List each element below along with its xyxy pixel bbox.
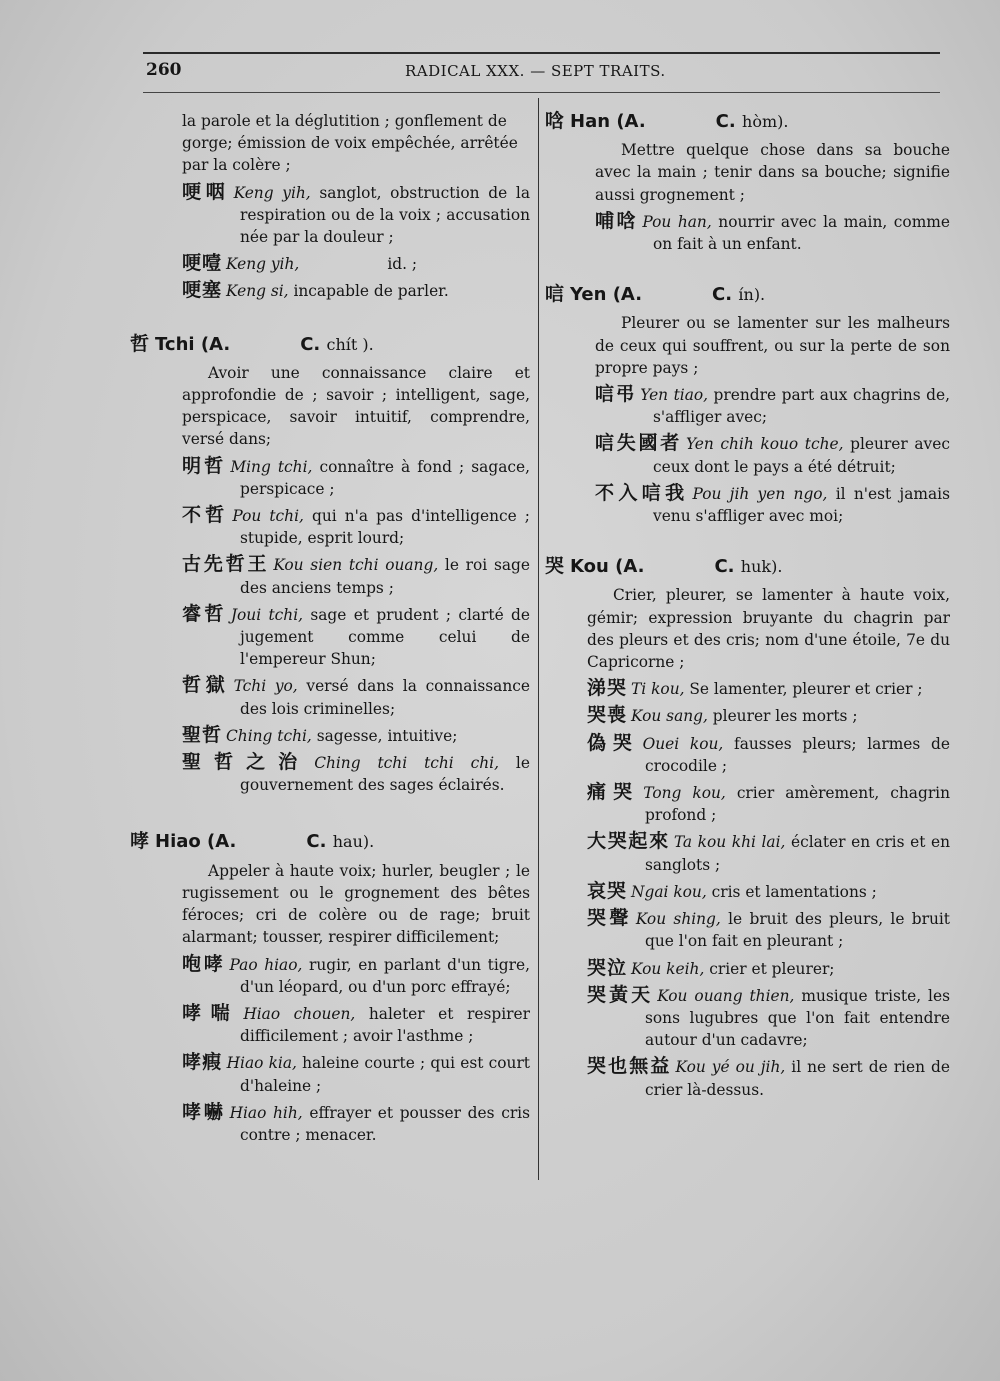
sub-entry-chars: 涕哭 bbox=[587, 677, 628, 700]
sub-entry-text: pleurer les morts ; bbox=[707, 707, 858, 726]
sub-entry-romanization: Kou sang, bbox=[631, 707, 708, 726]
sub-entry-text: éclater en cris et en sanglots ; bbox=[645, 833, 950, 874]
entry-body-han bbox=[545, 139, 950, 255]
sub-entry-chars: 哭喪 bbox=[587, 704, 628, 727]
sub-entry-romanization: Keng yih, bbox=[226, 255, 300, 274]
sub-entry bbox=[595, 383, 950, 428]
sub-entry bbox=[182, 724, 530, 747]
entry-character: 哭 bbox=[545, 555, 565, 578]
sub-entry-text: sagesse, intuitive; bbox=[311, 726, 458, 745]
sub-entry-chars: 哽噎 bbox=[182, 252, 223, 275]
entry-cantonese: ín). bbox=[738, 285, 766, 305]
sub-entry-text: sage et prudent ; clarté de jugement comme celui de l'empereur Shun; bbox=[240, 605, 530, 669]
sub-entry-chars: 哺唅 bbox=[595, 209, 639, 232]
sub-entry-romanization: Ching tchi tchi chi, bbox=[314, 754, 499, 773]
entry-a: (A. bbox=[200, 333, 231, 355]
entry-cantonese: hòm). bbox=[742, 112, 789, 131]
sub-entry bbox=[182, 181, 530, 249]
sub-entry bbox=[587, 732, 950, 777]
sub-entry bbox=[182, 252, 530, 275]
sub-entry-text: crier et pleurer; bbox=[704, 959, 835, 978]
sub-entry-romanization: Pou tchi, bbox=[232, 507, 304, 526]
column-divider bbox=[538, 98, 539, 1180]
entry-cantonese: huk). bbox=[740, 557, 783, 577]
running-head: RADICAL XXX. — SEPT TRAITS. bbox=[405, 62, 666, 80]
sub-entry-chars: 哮嚇 bbox=[182, 1100, 226, 1123]
entry-c: C. bbox=[712, 284, 733, 306]
entry-a: (A. bbox=[615, 556, 645, 578]
sub-entry-chars: 唁弔 bbox=[595, 383, 637, 406]
sub-entry bbox=[587, 830, 950, 875]
entry-cantonese: hau). bbox=[332, 832, 375, 852]
sub-entry-chars: 哭泣 bbox=[587, 956, 628, 979]
sub-entry bbox=[182, 674, 530, 719]
sub-entry-romanization: Keng yih, bbox=[233, 183, 311, 202]
sub-entry-romanization: Ti kou, bbox=[631, 680, 685, 699]
sub-entry-romanization: Pou han, bbox=[642, 212, 712, 231]
sub-entry-romanization: Ouei kou, bbox=[642, 734, 724, 753]
sub-entry-text: haleter et respirer difficilement ; avoir l'asthme ; bbox=[240, 1004, 530, 1046]
sub-entry bbox=[587, 781, 950, 826]
entry-heading-hiao bbox=[130, 830, 530, 853]
sub-entry-text: qui n'a pas d'intelligence ; stupide, esprit lourd; bbox=[240, 507, 530, 548]
continuation-line: gorge; émission de voix empêchée, arrêtée bbox=[182, 134, 518, 153]
sub-entry-text: incapable de parler. bbox=[288, 282, 449, 301]
sub-entry-romanization: Kou keih, bbox=[631, 959, 705, 978]
sub-entry bbox=[182, 1101, 530, 1146]
sub-entry-romanization: Hiao hih, bbox=[229, 1103, 303, 1122]
entry-definition: Appeler à haute voix; hurler, beugler ; le rugissement ou le grognement des bêtes féroces; cri de colère ou de rage; bruit alarmant; tousser, respirer difficilement; bbox=[182, 861, 530, 947]
sub-entry-chars: 偽哭 bbox=[587, 731, 639, 754]
sub-entry-text: fausses pleurs; larmes de crocodile ; bbox=[645, 734, 950, 775]
sub-entry-chars: 哮瘕 bbox=[182, 1051, 223, 1074]
entry-body-yen bbox=[545, 312, 950, 527]
sub-entry bbox=[182, 279, 530, 302]
continuation-paragraph bbox=[130, 110, 530, 177]
entry-definition: Avoir une connaissance claire et approfondie de ; savoir ; intelligent, sage, perspicace, savoir intuitif, comprendre, versé dans; bbox=[182, 363, 530, 449]
entry-body-hiao bbox=[130, 860, 530, 1146]
sub-entry-chars: 聖哲 bbox=[182, 723, 223, 746]
entry-a: (A. bbox=[612, 284, 643, 306]
entry-heading-tchi bbox=[130, 333, 530, 356]
entry-character: 哮 bbox=[130, 830, 150, 853]
sub-entries-keng bbox=[130, 181, 530, 303]
entry-name: Kou bbox=[570, 556, 609, 578]
entry-character: 唁 bbox=[545, 283, 565, 306]
sub-entry bbox=[587, 677, 950, 700]
sub-entry-chars: 聖哲之治 bbox=[182, 751, 311, 774]
header-rule bbox=[143, 92, 940, 93]
continuation-line: la parole et la déglutition ; gonflement de bbox=[182, 112, 507, 130]
sub-entry-romanization: Hiao chouen, bbox=[243, 1004, 356, 1023]
sub-entry-chars: 唁失國者 bbox=[595, 432, 682, 455]
sub-entry-chars: 大哭起來 bbox=[587, 830, 670, 853]
sub-entry-text: Se lamenter, pleurer et crier ; bbox=[684, 680, 923, 699]
sub-entry bbox=[587, 907, 950, 952]
sub-entry-romanization: Kou sien tchi ouang, bbox=[273, 556, 439, 575]
entry-c: C. bbox=[306, 831, 327, 853]
entry-cantonese: chít ). bbox=[326, 334, 374, 354]
entry-heading-yen bbox=[545, 283, 950, 306]
sub-entry-chars: 哽咽 bbox=[182, 180, 230, 203]
sub-entry-text: le bruit des pleurs, le bruit que l'on fait en pleurant ; bbox=[645, 910, 950, 951]
sub-entry-chars: 睿哲 bbox=[182, 602, 227, 625]
sub-entry-chars: 哭也無益 bbox=[587, 1055, 672, 1078]
sub-entry-romanization: Ta kou khi lai, bbox=[673, 833, 786, 852]
entry-a: (A. bbox=[207, 831, 237, 853]
sub-entry bbox=[182, 455, 530, 500]
sub-entry bbox=[182, 1002, 530, 1047]
sub-entry bbox=[595, 210, 950, 255]
sub-entry-romanization: Joui tchi, bbox=[230, 605, 304, 624]
sub-entry-text: nourrir avec la main, comme on fait à un enfant. bbox=[653, 212, 950, 254]
sub-entry bbox=[587, 984, 950, 1052]
sub-entry-chars: 哀哭 bbox=[587, 879, 628, 902]
sub-entry-text: il n'est jamais venu s'affliger avec moi; bbox=[653, 484, 950, 526]
sub-entry-romanization: Hiao kia, bbox=[226, 1054, 297, 1073]
sub-entry-text: connaître à fond ; sagace, perspicace ; bbox=[240, 457, 530, 498]
sub-entry-text: crier amèrement, chagrin profond ; bbox=[645, 784, 951, 825]
sub-entry bbox=[182, 751, 530, 796]
entry-body-tchi bbox=[130, 362, 530, 797]
sub-entry-text: versé dans la connaissance des lois criminelles; bbox=[240, 677, 530, 718]
sub-entry-romanization: Ching tchi, bbox=[226, 726, 312, 745]
entry-character: 唅 bbox=[545, 110, 565, 132]
sub-entry-text: cris et lamentations ; bbox=[706, 882, 877, 901]
sub-entry-chars: 哮喘 bbox=[182, 1001, 240, 1024]
left-column bbox=[130, 110, 530, 1146]
sub-entry bbox=[587, 957, 950, 980]
sub-entry-romanization: Kou ouang thien, bbox=[657, 986, 795, 1005]
entry-name: Hiao bbox=[155, 831, 201, 853]
sub-entry-text: sanglot, obstruction de la respiration ou de la voix ; accusation née par la douleur ; bbox=[240, 183, 530, 247]
sub-entry-romanization: Tong kou, bbox=[643, 784, 726, 803]
entry-heading-kou bbox=[545, 555, 950, 578]
sub-entry-text: musique triste, les sons lugubres que l'on fait entendre autour d'un cadavre; bbox=[645, 986, 950, 1050]
sub-entry bbox=[595, 432, 950, 477]
entry-c: C. bbox=[714, 556, 735, 578]
sub-entry-text: effrayer et pousser des cris contre ; menacer. bbox=[240, 1103, 530, 1144]
sub-entry-text: id. ; bbox=[299, 255, 418, 274]
entry-body-kou bbox=[545, 584, 950, 1100]
continuation-line: par la colère ; bbox=[182, 156, 291, 175]
sub-entry bbox=[182, 504, 530, 549]
entry-c: C. bbox=[300, 333, 321, 355]
sub-entry-chars: 咆哮 bbox=[182, 952, 226, 975]
sub-entry-chars: 痛哭 bbox=[587, 781, 640, 804]
sub-entry-romanization: Kou shing, bbox=[635, 910, 721, 929]
sub-entry bbox=[182, 603, 530, 671]
sub-entry-romanization: Pao hiao, bbox=[229, 955, 303, 974]
sub-entry-text: le gouvernement des sages éclairés. bbox=[240, 754, 530, 795]
sub-entry bbox=[182, 1051, 530, 1096]
sub-entry-text: il ne sert de rien de crier là-dessus. bbox=[645, 1058, 950, 1099]
entry-heading-han bbox=[545, 110, 950, 133]
right-column bbox=[545, 110, 950, 1101]
entry-definition: Crier, pleurer, se lamenter à haute voix, gémir; expression bruyante du chagrin par des pleurs et des cris; nom d'une étoile, 7e du Capricorne ; bbox=[587, 586, 950, 672]
sub-entry bbox=[182, 953, 530, 998]
entry-c: C. bbox=[715, 111, 736, 132]
sub-entry bbox=[587, 880, 950, 903]
sub-entry-romanization: Ming tchi, bbox=[230, 457, 313, 476]
sub-entry-romanization: Yen chih kouo tche, bbox=[685, 435, 844, 454]
entry-definition: Pleurer ou se lamenter sur les malheurs de ceux qui souffrent, ou sur la perte de son propre pays ; bbox=[595, 314, 950, 377]
sub-entry-text: rugir, en parlant d'un tigre, d'un léopard, ou d'un porc effrayé; bbox=[240, 955, 530, 996]
page-number: 260 bbox=[146, 60, 182, 80]
entry-character: 哲 bbox=[130, 332, 150, 355]
sub-entry bbox=[587, 1055, 950, 1100]
entry-name: Yen bbox=[570, 284, 607, 306]
sub-entry-text: haleine courte ; qui est court d'haleine ; bbox=[240, 1054, 530, 1095]
sub-entry-romanization: Pou jih yen ngo, bbox=[692, 484, 828, 503]
sub-entry-chars: 哲獄 bbox=[182, 674, 230, 697]
sub-entry-chars: 不入唁我 bbox=[595, 481, 689, 504]
top-rule bbox=[143, 52, 940, 54]
sub-entry-chars: 古先哲王 bbox=[182, 553, 270, 576]
sub-entry-chars: 哭黃天 bbox=[587, 983, 654, 1006]
entry-name: Han bbox=[570, 111, 611, 132]
sub-entry bbox=[587, 704, 950, 727]
sub-entry-chars: 明哲 bbox=[182, 454, 227, 477]
sub-entry-chars: 哽塞 bbox=[182, 279, 223, 302]
sub-entry bbox=[595, 482, 950, 527]
sub-entry-romanization: Tchi yo, bbox=[233, 677, 298, 696]
sub-entry bbox=[182, 553, 530, 598]
sub-entry-romanization: Ngai kou, bbox=[631, 882, 707, 901]
sub-entry-text: pleurer avec ceux dont le pays a été détruit; bbox=[653, 435, 950, 476]
sub-entry-text: prendre part aux chagrins de, s'affliger avec; bbox=[653, 386, 950, 427]
sub-entry-chars: 不哲 bbox=[182, 504, 229, 527]
entry-a: (A. bbox=[616, 111, 646, 132]
entry-definition: Mettre quelque chose dans sa bouche avec la main ; tenir dans sa bouche; signifie aussi grognement ; bbox=[595, 141, 950, 204]
sub-entry-romanization: Yen tiao, bbox=[640, 386, 709, 405]
sub-entry-romanization: Kou yé ou jih, bbox=[675, 1058, 786, 1077]
sub-entry-text: le roi sage des anciens temps ; bbox=[240, 556, 530, 597]
sub-entry-romanization: Keng si, bbox=[226, 282, 289, 301]
entry-name: Tchi bbox=[155, 333, 195, 355]
sub-entry-chars: 哭聲 bbox=[587, 907, 632, 930]
